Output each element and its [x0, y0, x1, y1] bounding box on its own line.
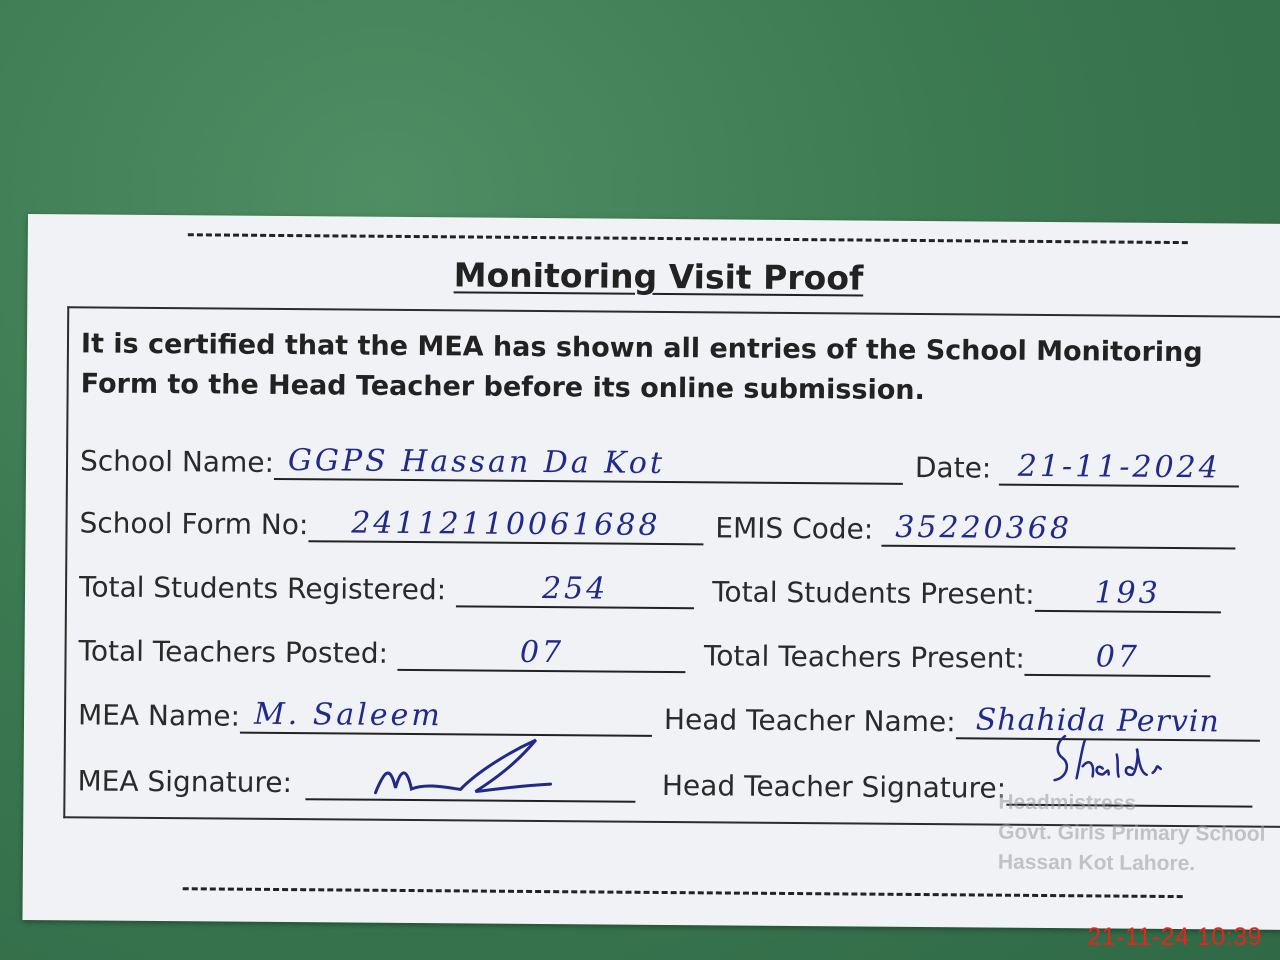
school-form-no-label: School Form No: [79, 506, 309, 542]
row-students [79, 560, 1274, 613]
head-teacher-name-value: Shahida Pervin [956, 701, 1260, 741]
form-title: Monitoring Visit Proof [453, 255, 864, 298]
stamp-line-3: Hassan Kot Lahore. [997, 850, 1196, 876]
mea-name-value: M. Saleem [240, 696, 652, 737]
teachers-present-field [704, 635, 1211, 677]
emis-code-value: 35220368 [881, 509, 1235, 550]
mea-signature-line [306, 762, 636, 803]
teachers-present-value: 07 [1025, 638, 1211, 677]
school-stamp [998, 788, 1266, 880]
teachers-posted-value: 07 [398, 633, 686, 673]
mea-signature-label: MEA Signature: [77, 764, 293, 800]
students-registered-value: 254 [456, 569, 694, 609]
teachers-present-label: Total Teachers Present: [703, 639, 1025, 675]
mea-name-label: MEA Name: [77, 698, 241, 733]
date-field [915, 447, 1240, 488]
students-registered-field [79, 566, 694, 609]
form-box [63, 306, 1280, 828]
mea-name-field [78, 694, 652, 737]
form-slip [22, 214, 1280, 930]
head-teacher-signature-label: Head Teacher Signature: [661, 768, 1007, 805]
students-registered-label: Total Students Registered: [78, 570, 447, 607]
emis-code-field [715, 507, 1235, 549]
cut-line-top [188, 233, 1188, 244]
stamp-line-2: Govt. Girls Primary School [998, 820, 1266, 846]
cut-line-bottom [183, 887, 1183, 898]
teachers-posted-label: Total Teachers Posted: [78, 634, 389, 670]
stamp-line-1: Headmistress [998, 790, 1137, 815]
mea-signature-field [77, 760, 636, 802]
students-present-field [712, 571, 1221, 613]
date-value: 21-11-2024 [999, 448, 1239, 488]
school-form-no-field [79, 502, 703, 545]
school-name-label: School Name: [79, 444, 275, 479]
row-school-name [80, 434, 1275, 487]
date-label: Date: [914, 450, 992, 485]
head-teacher-name-label: Head Teacher Name: [663, 703, 956, 739]
row-teachers [78, 624, 1273, 677]
students-present-label: Total Students Present: [712, 575, 1035, 611]
emis-code-label: EMIS Code: [715, 511, 874, 546]
certification-text: It is certified that the MEA has shown all entries of the School Monitoring Form to the Head Teacher before its online submission. [80, 328, 1203, 407]
students-present-value: 193 [1035, 574, 1221, 613]
photo-timestamp: 21-11-24 10:39 [1087, 923, 1262, 951]
row-form-no [79, 496, 1274, 549]
mea-signature-image [366, 733, 567, 805]
school-name-value: GGPS Hassan Da Kot [274, 442, 903, 485]
teachers-posted-field [78, 630, 686, 673]
school-name-field [80, 440, 903, 484]
school-form-no-value: 24112110061688 [308, 504, 703, 545]
